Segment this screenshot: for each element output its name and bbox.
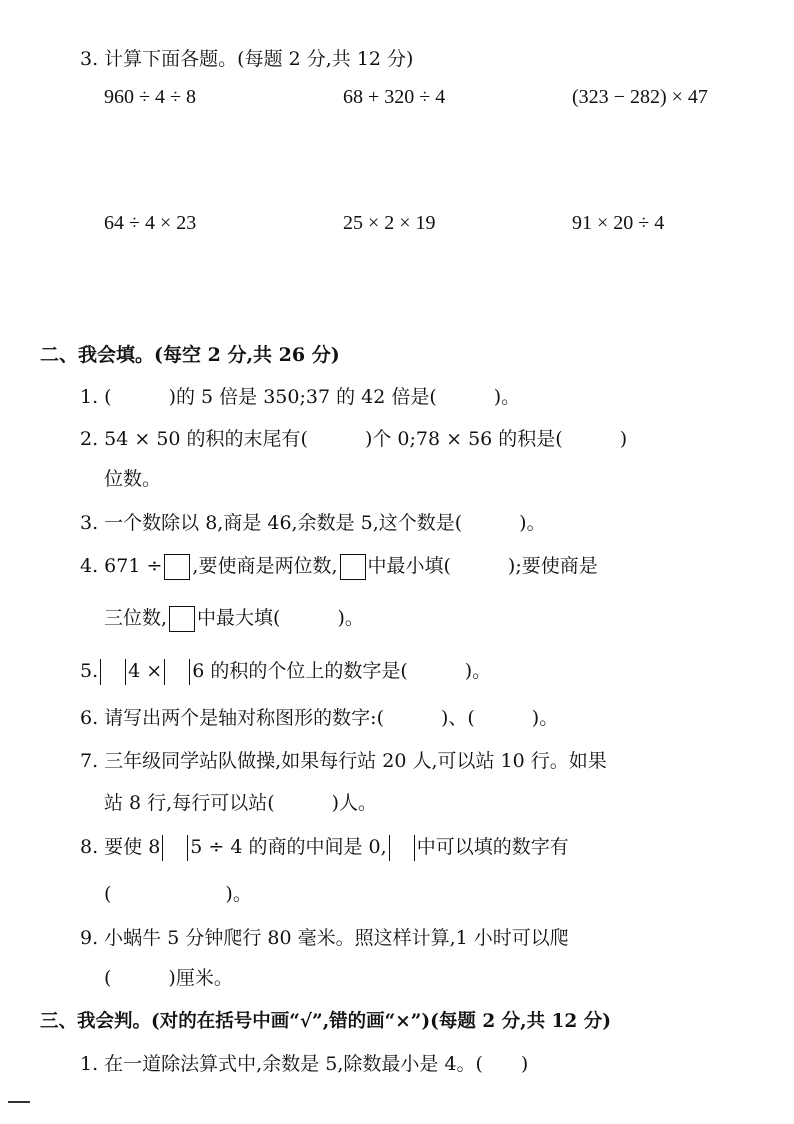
q8-text: 5 ÷ 4 的商的中间是 0,: [190, 836, 387, 858]
judge-question-1: 1. 在一道除法算式中,余数是 5,除数最小是 4。( ): [80, 1053, 529, 1075]
answer-box: [164, 554, 190, 580]
answer-box: [100, 659, 126, 685]
section-heading-fill: 二、我会填。(每空 2 分,共 26 分): [40, 344, 340, 366]
expression: 91 × 20 ÷ 4: [572, 212, 665, 234]
section-heading-judge: 三、我会判。(对的在括号中画“√”,错的画“×”)(每题 2 分,共 12 分): [40, 1011, 611, 1032]
q5-text: 6 的积的个位上的数字是( )。: [192, 660, 492, 682]
q8-text: 中可以填的数字有: [416, 836, 569, 858]
answer-box: [162, 835, 188, 861]
question-7-line1: 7. 三年级同学站队做操,如果每行站 20 人,可以站 10 行。如果: [80, 750, 607, 772]
answer-box: [164, 659, 190, 685]
question-3: 3. 一个数除以 8,商是 46,余数是 5,这个数是( )。: [80, 512, 546, 534]
question-7-line2: 站 8 行,每行可以站( )人。: [104, 792, 378, 814]
expression: (323 − 282) × 47: [572, 86, 708, 108]
answer-box: [340, 554, 366, 580]
q4-text: 中最小填( );要使商是: [367, 555, 598, 577]
q4-text: 4. 671 ÷: [80, 555, 163, 577]
question-6: 6. 请写出两个是轴对称图形的数字:( )、( )。: [80, 707, 559, 729]
question-2-line2: 位数。: [104, 468, 162, 490]
question-1: 1. ( )的 5 倍是 350;37 的 42 倍是( )。: [80, 386, 521, 408]
expression: 68 + 320 ÷ 4: [343, 86, 446, 108]
q5-text: 4 ×: [128, 660, 163, 682]
q8-text: 8. 要使 8: [80, 836, 161, 858]
calc-question-title: 3. 计算下面各题。(每题 2 分,共 12 分): [80, 48, 414, 70]
q4-text: 中最大填( )。: [197, 607, 364, 629]
q4-text: 三位数,: [104, 607, 168, 629]
question-4-line1: [80, 551, 598, 580]
q5-text: 5.: [80, 660, 99, 682]
question-8-line1: [80, 832, 569, 861]
question-5: [80, 656, 491, 685]
question-9-line1: 9. 小蜗牛 5 分钟爬行 80 毫米。照这样计算,1 小时可以爬: [80, 927, 569, 949]
expression: 25 × 2 × 19: [343, 212, 436, 234]
question-9-line2: ( )厘米。: [104, 967, 233, 989]
question-2-line1: 2. 54 × 50 的积的末尾有( )个 0;78 × 56 的积是( ): [80, 428, 628, 450]
question-8-line2: ( )。: [104, 883, 252, 905]
expression: 64 ÷ 4 × 23: [104, 212, 197, 234]
answer-box: [389, 835, 415, 861]
q4-text: ,要使商是两位数,: [192, 555, 338, 577]
expression: 960 ÷ 4 ÷ 8: [104, 86, 196, 108]
page-edge-mark: [8, 1101, 30, 1103]
answer-box: [169, 606, 195, 632]
question-4-line2: [104, 603, 364, 632]
